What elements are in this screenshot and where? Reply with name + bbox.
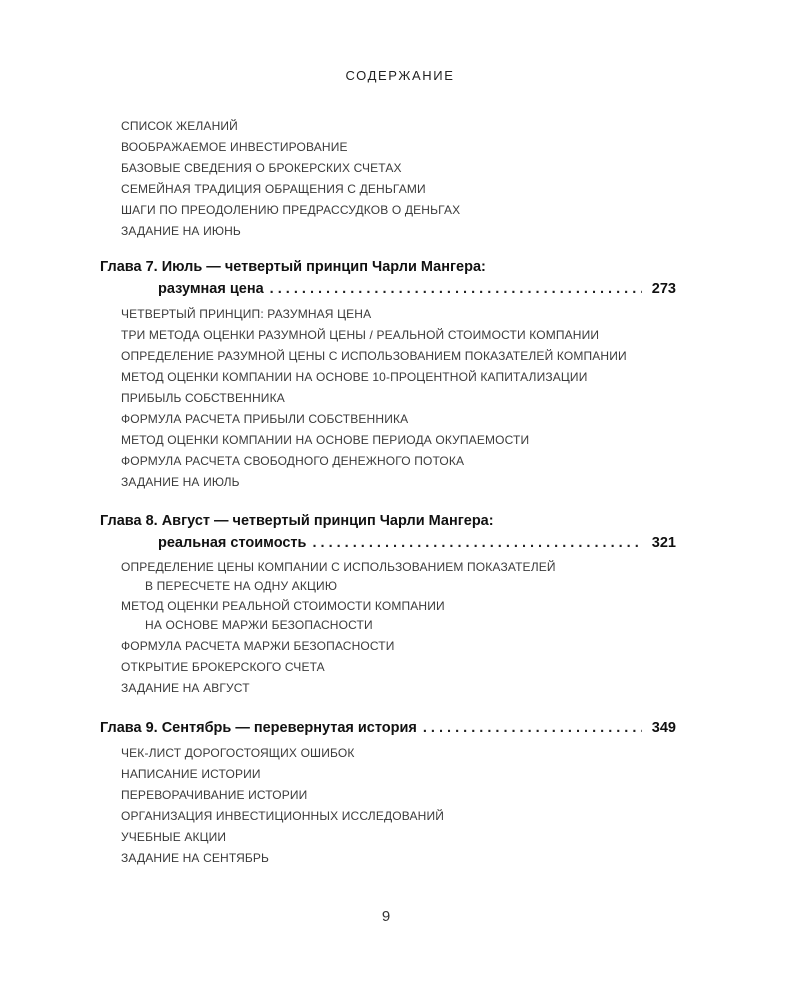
chapter-8-list [100, 558, 676, 699]
list-item-text-continued: В ПЕРЕСЧЕТЕ НА ОДНУ АКЦИЮ [145, 579, 338, 593]
chapter-9-heading[interactable] [100, 717, 676, 739]
list-item [121, 558, 676, 595]
chapter-9-list [100, 743, 676, 869]
list-item: ЗАДАНИЕ НА ИЮЛЬ [121, 475, 240, 489]
list-item: ОПРЕДЕЛЕНИЕ РАЗУМНОЙ ЦЕНЫ С ИСПОЛЬЗОВАНИЕМ ПОКАЗАТЕЛЕЙ КОМПАНИИ [121, 349, 627, 363]
list-item: ПРИБЫЛЬ СОБСТВЕННИКА [121, 391, 285, 405]
list-item [121, 597, 676, 634]
chapter-8-heading[interactable] [100, 510, 676, 554]
dot-leader [312, 532, 641, 554]
list-item-text: МЕТОД ОЦЕНКИ РЕАЛЬНОЙ СТОИМОСТИ КОМПАНИИ [121, 599, 445, 613]
list-item: ВООБРАЖАЕМОЕ ИНВЕСТИРОВАНИЕ [121, 140, 348, 154]
table-of-contents [100, 116, 676, 869]
chapter-8-page-number: 321 [651, 535, 676, 551]
list-item: НАПИСАНИЕ ИСТОРИИ [121, 767, 261, 781]
dot-leader [270, 278, 642, 300]
chapter-7-title-continued [100, 278, 676, 300]
chapter-7-heading[interactable] [100, 256, 676, 300]
list-item: ШАГИ ПО ПРЕОДОЛЕНИЮ ПРЕДРАССУДКОВ О ДЕНЬГАХ [121, 203, 461, 217]
chapter-7-list [100, 304, 676, 493]
list-item: ЗАДАНИЕ НА СЕНТЯБРЬ [121, 851, 270, 865]
chapter-8-title: Глава 8. Август — четвертый принцип Чарли Мангера: [100, 513, 494, 529]
list-item: ФОРМУЛА РАСЧЕТА СВОБОДНОГО ДЕНЕЖНОГО ПОТОКА [121, 454, 465, 468]
chapter-8-title-continued [100, 532, 676, 554]
chapter-9-title: Глава 9. Сентябрь — перевернутая история [100, 720, 417, 736]
list-item: ТРИ МЕТОДА ОЦЕНКИ РАЗУМНОЙ ЦЕНЫ / РЕАЛЬНОЙ СТОИМОСТИ КОМПАНИИ [121, 328, 600, 342]
chapter-9-page-number: 349 [651, 720, 676, 736]
list-item-text-continued: НА ОСНОВЕ МАРЖИ БЕЗОПАСНОСТИ [145, 618, 373, 632]
list-item: ЧЕТВЕРТЫЙ ПРИНЦИП: РАЗУМНАЯ ЦЕНА [121, 307, 372, 321]
list-item: СЕМЕЙНАЯ ТРАДИЦИЯ ОБРАЩЕНИЯ С ДЕНЬГАМИ [121, 182, 426, 196]
list-item: ФОРМУЛА РАСЧЕТА ПРИБЫЛИ СОБСТВЕННИКА [121, 412, 409, 426]
list-item: ОТКРЫТИЕ БРОКЕРСКОГО СЧЕТА [121, 660, 325, 674]
list-item-text: ОПРЕДЕЛЕНИЕ ЦЕНЫ КОМПАНИИ С ИСПОЛЬЗОВАНИЕМ ПОКАЗАТЕЛЕЙ [121, 560, 556, 574]
page-title: СОДЕРЖАНИЕ [345, 68, 455, 83]
list-item: БАЗОВЫЕ СВЕДЕНИЯ О БРОКЕРСКИХ СЧЕТАХ [121, 161, 402, 175]
list-item: ФОРМУЛА РАСЧЕТА МАРЖИ БЕЗОПАСНОСТИ [121, 639, 395, 653]
list-item: ОРГАНИЗАЦИЯ ИНВЕСТИЦИОННЫХ ИССЛЕДОВАНИЙ [121, 809, 445, 823]
list-item: МЕТОД ОЦЕНКИ КОМПАНИИ НА ОСНОВЕ 10-ПРОЦЕНТНОЙ КАПИТАЛИЗАЦИИ [121, 370, 588, 384]
list-item: ЗАДАНИЕ НА АВГУСТ [121, 681, 250, 695]
section-list-continued [100, 116, 676, 242]
dot-leader [423, 717, 642, 739]
list-item: ПЕРЕВОРАЧИВАНИЕ ИСТОРИИ [121, 788, 308, 802]
list-item: МЕТОД ОЦЕНКИ КОМПАНИИ НА ОСНОВЕ ПЕРИОДА ОКУПАЕМОСТИ [121, 433, 530, 447]
chapter-9-title-row [100, 717, 676, 739]
list-item: ЧЕК-ЛИСТ ДОРОГОСТОЯЩИХ ОШИБОК [121, 746, 355, 760]
chapter-8-subtitle: реальная стоимость [158, 535, 307, 551]
chapter-7-subtitle: разумная цена [158, 281, 264, 297]
list-item: УЧЕБНЫЕ АКЦИИ [121, 830, 227, 844]
chapter-7-title: Глава 7. Июль — четвертый принцип Чарли Мангера: [100, 259, 486, 275]
page-number: 9 [381, 908, 391, 925]
list-item: СПИСОК ЖЕЛАНИЙ [121, 119, 238, 133]
chapter-7-page-number: 273 [651, 281, 676, 297]
list-item: ЗАДАНИЕ НА ИЮНЬ [121, 224, 241, 238]
